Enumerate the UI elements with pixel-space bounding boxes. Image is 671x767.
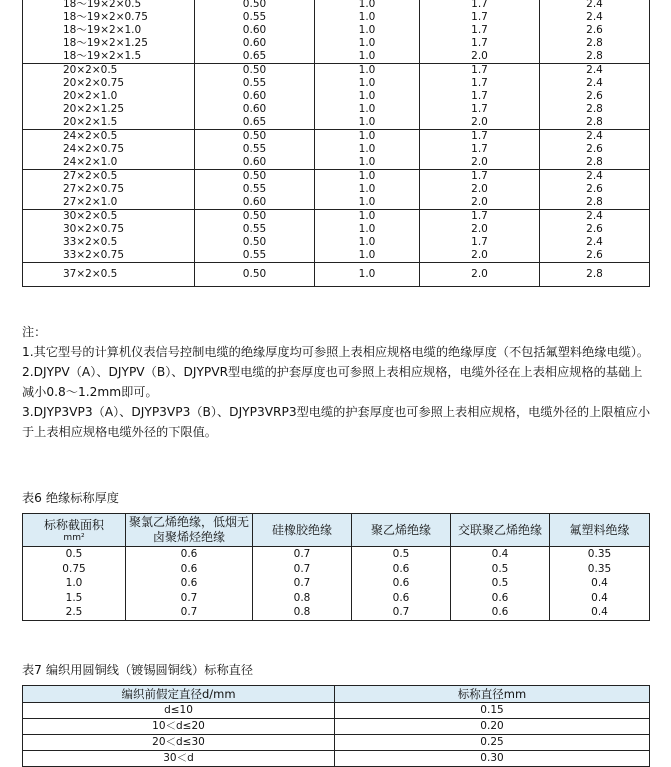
cell-value: 2.0 [471, 268, 488, 280]
table-row-group [23, 170, 650, 210]
table-cell: 0.6 [451, 605, 550, 620]
table-row [23, 576, 650, 591]
cell-value: 1.7 [471, 37, 488, 49]
t6-header-pe: 聚乙烯绝缘 [352, 514, 451, 547]
cell-value: 1.0 [358, 0, 376, 10]
table-cell: 1.0 [23, 576, 126, 591]
table-cell [540, 210, 650, 263]
table-cell: 0.4 [550, 591, 650, 606]
cell-value: 27×2×0.5 [63, 170, 118, 182]
table-cell: 0.20 [335, 719, 650, 735]
cell-value: 1.0 [358, 236, 376, 248]
table-cell [195, 130, 315, 170]
table-cell [420, 0, 540, 64]
cell-value: 30×2×0.5 [63, 210, 118, 222]
cell-value: 1.0 [358, 116, 376, 128]
cell-value: 20×2×0.75 [63, 77, 125, 89]
table-cell: 0.6 [451, 591, 550, 606]
table-cell: 30＜d [23, 751, 335, 767]
table-row-group [23, 210, 650, 263]
cell-value: 0.60 [242, 103, 267, 115]
table-cell: 0.6 [126, 576, 253, 591]
table-cell: 0.7 [253, 562, 352, 577]
cell-value: 24×2×1.0 [63, 156, 118, 168]
cell-value: 20×2×1.0 [63, 90, 118, 102]
cell-value: 2.8 [586, 37, 603, 49]
cell-value: 2.0 [471, 196, 488, 208]
table-cell [23, 0, 195, 64]
t6-header-unit: mm² [63, 532, 85, 543]
table-cell: 0.6 [352, 562, 451, 577]
table-row-group [23, 64, 650, 130]
cell-value: 20×2×0.5 [63, 64, 118, 76]
table-row-group [23, 263, 650, 287]
table-row [23, 751, 650, 767]
table-cell: 0.7 [352, 605, 451, 620]
table-cell [540, 64, 650, 130]
cell-value: 18～19×2×0.75 [63, 11, 148, 23]
cell-value: 2.6 [586, 183, 603, 195]
cell-value: 2.6 [586, 24, 603, 36]
cell-value: 0.60 [242, 196, 267, 208]
cell-value: 0.50 [242, 64, 267, 76]
cell-value: 0.50 [242, 0, 267, 10]
cell-value: 2.4 [586, 64, 603, 76]
table-cell [23, 263, 195, 287]
table-cell [195, 0, 315, 64]
table-cell [195, 210, 315, 263]
table-row [23, 719, 650, 735]
t6-header-section-label: 标称截面积 [43, 517, 104, 532]
cell-value: 1.7 [471, 11, 488, 23]
cell-value: 0.60 [242, 37, 267, 49]
table7-caption: 表7 编织用圆铜线（镀锡圆铜线）标称直径 [22, 663, 254, 677]
cell-value: 0.50 [242, 170, 267, 182]
table-row [23, 591, 650, 606]
table-cell [420, 210, 540, 263]
cell-value: 20×2×1.5 [63, 116, 118, 128]
table-cell [195, 170, 315, 210]
table-cell [195, 64, 315, 130]
cell-value: 2.0 [471, 223, 488, 235]
cell-value: 2.8 [586, 196, 603, 208]
table-cell: 0.35 [550, 562, 650, 577]
table-row [23, 703, 650, 719]
cell-value: 0.55 [242, 249, 267, 261]
table-cell [540, 130, 650, 170]
table-cell: 0.5 [451, 576, 550, 591]
notes-section [22, 322, 654, 442]
cell-value: 0.50 [242, 268, 267, 280]
table-cell: 0.25 [335, 735, 650, 751]
table-row-group [23, 0, 650, 64]
t6-header-fluoro: 氟塑料绝缘 [550, 514, 650, 547]
cell-value: 1.7 [471, 143, 488, 155]
note-item-2: 2.DJYPV（A）、DJYPV（B）、DJYPVR型电缆的护套厚度也可参照上表相应规格，电缆外径在上表相应规格的基础上减小0.8～1.2mm即可。 [22, 365, 643, 399]
cell-value: 2.8 [586, 103, 603, 115]
table-cell: 0.7 [253, 547, 352, 562]
cell-value: 1.0 [358, 37, 376, 49]
cell-value: 2.6 [586, 249, 603, 261]
cable-spec-table [22, 0, 650, 287]
cell-value: 2.4 [586, 236, 603, 248]
cell-value: 1.7 [471, 103, 488, 115]
table-cell [540, 170, 650, 210]
cell-value: 27×2×0.75 [63, 183, 125, 195]
table-cell: 0.5 [352, 547, 451, 562]
table-cell [315, 170, 420, 210]
cell-value: 2.0 [471, 249, 488, 261]
table-cell [540, 263, 650, 287]
table-cell [540, 0, 650, 64]
table-cell: 0.75 [23, 562, 126, 577]
cell-value: 2.0 [471, 156, 488, 168]
cell-value: 30×2×0.75 [63, 223, 125, 235]
table-cell: 10＜d≤20 [23, 719, 335, 735]
cell-value: 1.0 [358, 77, 376, 89]
cell-value: 1.7 [471, 64, 488, 76]
cell-value: 1.0 [358, 11, 376, 23]
t6-header-section [23, 514, 126, 547]
table-cell: 0.6 [126, 562, 253, 577]
cell-value: 2.4 [586, 170, 603, 182]
cell-value: 0.55 [242, 183, 267, 195]
cell-value: 0.60 [242, 90, 267, 102]
cell-value: 18～19×2×1.25 [63, 37, 148, 49]
table-cell [420, 64, 540, 130]
cell-value: 33×2×0.5 [63, 236, 118, 248]
table-cell: 0.30 [335, 751, 650, 767]
table-cell [420, 170, 540, 210]
cell-value: 1.7 [471, 210, 488, 222]
table-row [23, 547, 650, 562]
cell-value: 2.6 [586, 143, 603, 155]
table-cell: 0.4 [550, 576, 650, 591]
insulation-thickness-table [22, 513, 650, 621]
t6-header-pvc: 聚氯乙烯绝缘，低烟无卤聚烯烃绝缘 [126, 514, 253, 547]
cell-value: 2.8 [586, 268, 603, 280]
cell-value: 1.0 [358, 196, 376, 208]
cell-value: 2.4 [586, 11, 603, 23]
cell-value: 1.7 [471, 130, 488, 142]
cell-value: 33×2×0.75 [63, 249, 125, 261]
cell-value: 1.7 [471, 0, 488, 10]
table-cell [420, 130, 540, 170]
cell-value: 1.0 [358, 50, 376, 62]
cell-value: 1.0 [358, 143, 376, 155]
cell-value: 2.4 [586, 77, 603, 89]
cell-value: 18～19×2×1.0 [63, 24, 142, 36]
cell-value: 18～19×2×1.5 [63, 50, 142, 62]
t6-header-silicone: 硅橡胶绝缘 [253, 514, 352, 547]
table-cell: 0.4 [451, 547, 550, 562]
cell-value: 0.60 [242, 24, 267, 36]
cell-value: 1.0 [358, 183, 376, 195]
table-cell: 0.7 [126, 591, 253, 606]
table-cell [23, 170, 195, 210]
notes-heading: 注： [22, 325, 47, 339]
table-cell: d≤10 [23, 703, 335, 719]
table-cell: 0.6 [352, 576, 451, 591]
cell-value: 1.0 [358, 64, 376, 76]
cell-value: 2.6 [586, 223, 603, 235]
table-cell: 0.7 [253, 576, 352, 591]
table-cell: 0.15 [335, 703, 650, 719]
cell-value: 1.0 [358, 170, 376, 182]
cell-value: 0.50 [242, 130, 267, 142]
cell-value: 2.0 [471, 116, 488, 128]
cell-value: 1.0 [358, 103, 376, 115]
cell-value: 2.8 [586, 50, 603, 62]
t6-header-xlpe: 交联聚乙烯绝缘 [451, 514, 550, 547]
table-cell: 20＜d≤30 [23, 735, 335, 751]
table-cell: 0.8 [253, 605, 352, 620]
table-cell: 0.5 [451, 562, 550, 577]
cell-value: 1.7 [471, 90, 488, 102]
t7-header-assumed-diameter: 编织前假定直径d/mm [23, 686, 335, 703]
table-cell: 0.6 [352, 591, 451, 606]
table6-caption: 表6 绝缘标称厚度 [22, 491, 119, 505]
cell-value: 1.0 [358, 130, 376, 142]
cell-value: 2.0 [471, 183, 488, 195]
cell-value: 2.4 [586, 210, 603, 222]
cell-value: 27×2×1.0 [63, 196, 118, 208]
cell-value: 24×2×0.5 [63, 130, 118, 142]
table-cell [315, 210, 420, 263]
cell-value: 0.60 [242, 156, 267, 168]
cell-value: 37×2×0.5 [63, 268, 118, 280]
cell-value: 2.4 [586, 130, 603, 142]
table-row [23, 735, 650, 751]
table-cell: 0.5 [23, 547, 126, 562]
cell-value: 1.7 [471, 77, 488, 89]
note-item-1: 1.其它型号的计算机仪表信号控制电缆的绝缘厚度均可参照上表相应规格电缆的绝缘厚度（不包括氟塑料绝缘电缆）。 [22, 345, 650, 359]
cell-value: 0.55 [242, 77, 267, 89]
table-cell: 0.8 [253, 591, 352, 606]
table-cell: 0.4 [550, 605, 650, 620]
table-cell [420, 263, 540, 287]
table-cell: 1.5 [23, 591, 126, 606]
table-cell [315, 263, 420, 287]
table-cell [195, 263, 315, 287]
cell-value: 1.0 [358, 156, 376, 168]
cell-value: 2.6 [586, 90, 603, 102]
cell-value: 2.4 [586, 0, 603, 10]
table-cell [315, 0, 420, 64]
cell-value: 1.0 [358, 90, 376, 102]
table-row-group [23, 130, 650, 170]
cell-value: 18～19×2×0.5 [63, 0, 142, 10]
cell-value: 2.0 [471, 50, 488, 62]
cell-value: 0.65 [242, 50, 267, 62]
cell-value: 1.0 [358, 249, 376, 261]
table-cell: 2.5 [23, 605, 126, 620]
table-cell [315, 64, 420, 130]
cell-value: 1.7 [471, 24, 488, 36]
cell-value: 1.0 [358, 24, 376, 36]
cell-value: 0.50 [242, 210, 267, 222]
cell-value: 1.7 [471, 236, 488, 248]
cell-value: 0.55 [242, 143, 267, 155]
t7-header-nominal-diameter: 标称直径mm [335, 686, 650, 703]
cell-value: 0.55 [242, 11, 267, 23]
table-cell [315, 130, 420, 170]
copper-wire-diameter-table [22, 685, 650, 767]
note-item-3: 3.DJYP3VP3（A）、DJYP3VP3（B）、DJYP3VRP3型电缆的护套厚度也可参照上表相应规格，电缆外径的上限植应小于上表相应规格电缆外径的下限值。 [22, 405, 651, 439]
table-cell [23, 130, 195, 170]
table-cell: 0.7 [126, 605, 253, 620]
cell-value: 24×2×0.75 [63, 143, 125, 155]
cell-value: 2.8 [586, 156, 603, 168]
table-row [23, 605, 650, 620]
cell-value: 0.55 [242, 223, 267, 235]
table-row [23, 562, 650, 577]
cell-value: 2.8 [586, 116, 603, 128]
cell-value: 1.0 [358, 268, 376, 280]
table-cell: 0.6 [126, 547, 253, 562]
cell-value: 0.50 [242, 236, 267, 248]
cell-value: 20×2×1.25 [63, 103, 125, 115]
cell-value: 0.65 [242, 116, 267, 128]
table-cell: 0.35 [550, 547, 650, 562]
cell-value: 1.0 [358, 210, 376, 222]
table-cell [23, 64, 195, 130]
table-cell [23, 210, 195, 263]
cell-value: 1.0 [358, 223, 376, 235]
cell-value: 1.7 [471, 170, 488, 182]
